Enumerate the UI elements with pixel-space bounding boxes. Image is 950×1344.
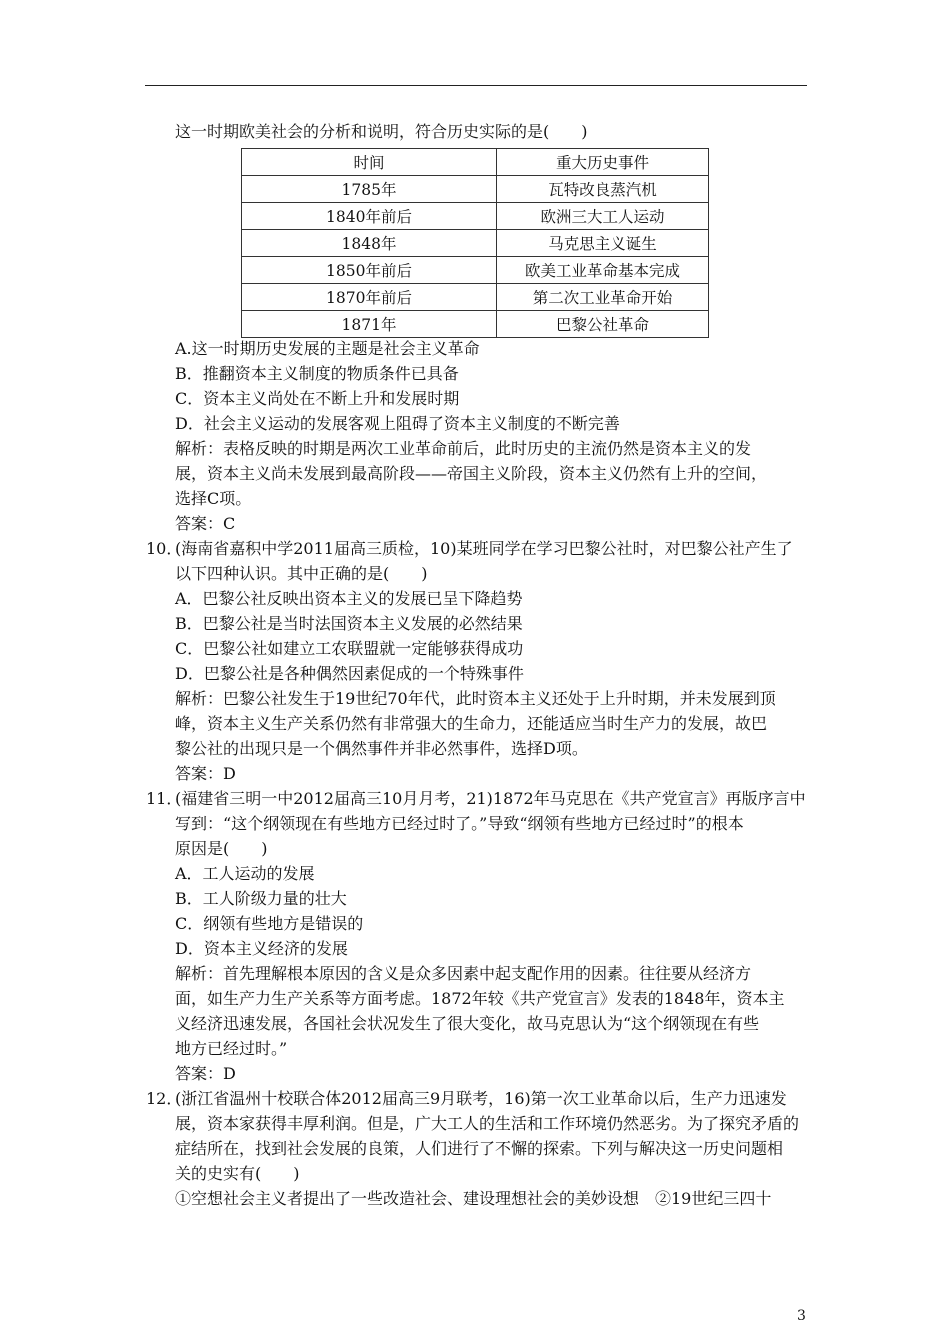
cell-event: 欧美工业革命基本完成	[497, 257, 709, 284]
cell-time: 1785年	[242, 176, 497, 203]
question-stem: 关的史实有( )	[175, 1164, 300, 1183]
option-c: C．资本主义尚处在不断上升和发展时期	[175, 389, 460, 408]
cell-event: 第二次工业革命开始	[497, 284, 709, 311]
table-row	[242, 311, 709, 338]
option-b: B．巴黎公社是当时法国资本主义发展的必然结果	[175, 614, 523, 633]
cell-time: 1848年	[242, 230, 497, 257]
cell-time: 1850年前后	[242, 257, 497, 284]
question-stem: 展，资本家获得丰厚利润。但是，广大工人的生活和工作环境仍然恶劣。为了探究矛盾的	[175, 1114, 800, 1133]
question-stem: ①空想社会主义者提出了一些改造社会、建设理想社会的美妙设想 ②19世纪三四十	[175, 1189, 772, 1208]
question-stem: (浙江省温州十校联合体2012届高三9月联考，16)第一次工业革命以后，生产力迅速发	[175, 1089, 787, 1108]
table-row	[242, 284, 709, 311]
events-table	[241, 148, 709, 338]
header-rule	[145, 85, 807, 86]
analysis-line: 地方已经过时。”	[175, 1039, 288, 1058]
cell-time: 1870年前后	[242, 284, 497, 311]
cell-time: 1871年	[242, 311, 497, 338]
question-stem: 原因是( )	[175, 839, 268, 858]
question-stem: 症结所在，找到社会发展的良策，人们进行了不懈的探索。下列与解决这一历史问题相	[175, 1139, 784, 1158]
analysis-line: 义经济迅速发展，各国社会状况发生了很大变化，故马克思认为“这个纲领现在有些	[175, 1014, 760, 1033]
cell-event: 欧洲三大工人运动	[497, 203, 709, 230]
option-b: B．工人阶级力量的壮大	[175, 889, 347, 908]
question-number: 12．	[146, 1089, 183, 1108]
question-number: 11．	[146, 789, 183, 808]
analysis-line: 解析：首先理解根本原因的含义是众多因素中起支配作用的因素。往往要从经济方	[175, 964, 752, 983]
analysis-line: 展，资本主义尚未发展到最高阶段——帝国主义阶段，资本主义仍然有上升的空间，	[175, 464, 768, 483]
option-c: C．纲领有些地方是错误的	[175, 914, 364, 933]
header-event: 重大历史事件	[497, 149, 709, 176]
question-stem: 以下四种认识。其中正确的是( )	[175, 564, 428, 583]
option-d: D．社会主义运动的发展客观上阻碍了资本主义制度的不断完善	[175, 414, 620, 433]
table-header-row	[242, 149, 709, 176]
page-number: 3	[797, 1308, 806, 1324]
question-intro: 这一时期欧美社会的分析和说明，符合历史实际的是( )	[175, 122, 588, 141]
table-row	[242, 257, 709, 284]
option-c: C．巴黎公社如建立工农联盟就一定能够获得成功	[175, 639, 524, 658]
analysis-line: 面，如生产力生产关系等方面考虑。1872年较《共产党宣言》发表的1848年，资本主	[175, 989, 785, 1008]
answer: 答案：D	[175, 1064, 236, 1083]
option-d: D．资本主义经济的发展	[175, 939, 348, 958]
table-row	[242, 176, 709, 203]
cell-time: 1840年前后	[242, 203, 497, 230]
header-time: 时间	[242, 149, 497, 176]
analysis-line: 选择C项。	[175, 489, 252, 508]
option-a: A．巴黎公社反映出资本主义的发展已呈下降趋势	[175, 589, 523, 608]
question-number: 10．	[146, 539, 183, 558]
cell-event: 巴黎公社革命	[497, 311, 709, 338]
question-stem: (海南省嘉积中学2011届高三质检，10)某班同学在学习巴黎公社时，对巴黎公社产生了	[175, 539, 793, 558]
analysis-line: 峰，资本主义生产关系仍然有非常强大的生命力，还能适应当时生产力的发展，故巴	[175, 714, 768, 733]
cell-event: 瓦特改良蒸汽机	[497, 176, 709, 203]
question-stem: 写到：“这个纲领现在有些地方已经过时了。”导致“纲领有些地方已经过时”的根本	[175, 814, 744, 833]
option-b: B．推翻资本主义制度的物质条件已具备	[175, 364, 459, 383]
analysis-line: 黎公社的出现只是一个偶然事件并非必然事件，选择D项。	[175, 739, 588, 758]
question-stem: (福建省三明一中2012届高三10月月考，21)1872年马克思在《共产党宣言》再版序言中	[175, 789, 806, 808]
option-d: D．巴黎公社是各种偶然因素促成的一个特殊事件	[175, 664, 524, 683]
answer: 答案：D	[175, 764, 236, 783]
table-row	[242, 230, 709, 257]
option-a: A．工人运动的发展	[175, 864, 315, 883]
analysis-line: 解析：巴黎公社发生于19世纪70年代，此时资本主义还处于上升时期，并未发展到顶	[175, 689, 776, 708]
analysis-line: 解析：表格反映的时期是两次工业革命前后，此时历史的主流仍然是资本主义的发	[175, 439, 752, 458]
table-row	[242, 203, 709, 230]
answer: 答案：C	[175, 514, 236, 533]
cell-event: 马克思主义诞生	[497, 230, 709, 257]
option-a: A.这一时期历史发展的主题是社会主义革命	[175, 339, 480, 358]
